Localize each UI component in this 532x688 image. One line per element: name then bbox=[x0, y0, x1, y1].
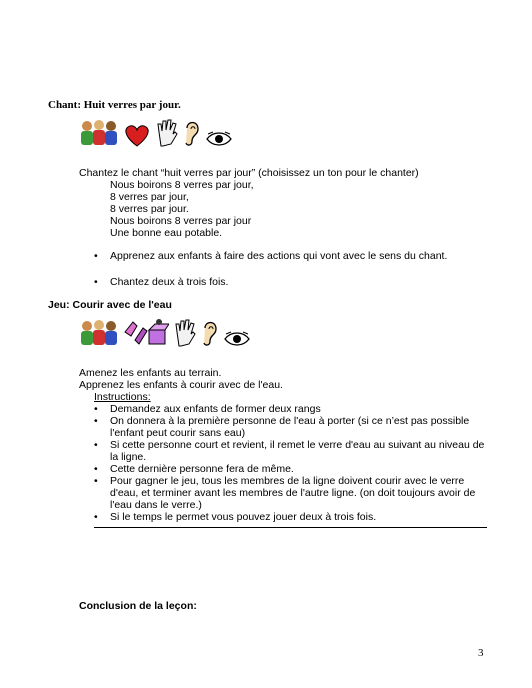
lyric-line: 8 verres par jour. bbox=[110, 203, 189, 215]
lyric-line: Une bonne eau potable. bbox=[110, 227, 223, 239]
hand-icon bbox=[173, 318, 197, 348]
conclusion-heading: Conclusion de la leçon: bbox=[79, 600, 197, 612]
chant-bullet-list bbox=[94, 276, 494, 288]
instructions-label: Instructions: bbox=[94, 391, 151, 403]
list-item: • Chantez deux à trois fois. bbox=[94, 276, 494, 288]
chant-bullet-list bbox=[94, 250, 494, 262]
jeu-line: Amenez les enfants au terrain. bbox=[79, 367, 222, 379]
lyric-line: Nous boirons 8 verres par jour bbox=[110, 215, 252, 227]
list-item: • Apprenez aux enfants à faire des actions qui vont avec le sens du chant. bbox=[94, 250, 494, 262]
group-people-icon bbox=[79, 318, 119, 348]
jeu-line: Apprenez les enfants à courir avec de l'eau. bbox=[79, 379, 283, 391]
list-item: • Si le temps le permet vous pouvez jouer deux à trois fois. bbox=[94, 511, 494, 523]
activity-icons-row-1 bbox=[79, 118, 233, 148]
group-people-icon bbox=[79, 118, 119, 148]
section-divider bbox=[94, 527, 487, 528]
lyric-line: 8 verres par jour, bbox=[110, 191, 189, 203]
ear-icon bbox=[183, 118, 201, 148]
objects-icon bbox=[123, 318, 169, 348]
ear-icon bbox=[201, 318, 219, 348]
list-item: • Demandez aux enfants de former deux rangs bbox=[94, 403, 494, 415]
activity-icons-row-2 bbox=[79, 318, 251, 348]
heart-icon bbox=[123, 122, 151, 148]
section-title-chant: Chant: Huit verres par jour. bbox=[48, 99, 181, 111]
page-number: 3 bbox=[478, 647, 484, 659]
list-item: • Cette dernière personne fera de même. bbox=[94, 463, 494, 475]
list-item: • On donnera à la première personne de l'eau à porter (si ce n’est pas possible l'enfant peut courir sans eau) bbox=[94, 415, 494, 439]
list-item: • Pour gagner le jeu, tous les membres de la ligne doivent courir avec le verre d'eau, et terminer avant les membres de l'autre ligne. (on doit toujours avoir de l'eau dans le verre.) bbox=[94, 475, 494, 511]
eye-icon bbox=[223, 330, 251, 348]
section-title-jeu: Jeu: Courir avec de l'eau bbox=[48, 299, 172, 311]
eye-icon bbox=[205, 130, 233, 148]
lyric-line: Nous boirons 8 verres par jour, bbox=[110, 179, 254, 191]
instructions-list bbox=[94, 403, 494, 523]
list-item: • Si cette personne court et revient, il remet le verre d'eau au suivant au niveau de la ligne. bbox=[94, 439, 494, 463]
hand-icon bbox=[155, 118, 179, 148]
chant-intro: Chantez le chant “huit verres par jour” (choisissez un ton pour le chanter) bbox=[79, 167, 419, 179]
